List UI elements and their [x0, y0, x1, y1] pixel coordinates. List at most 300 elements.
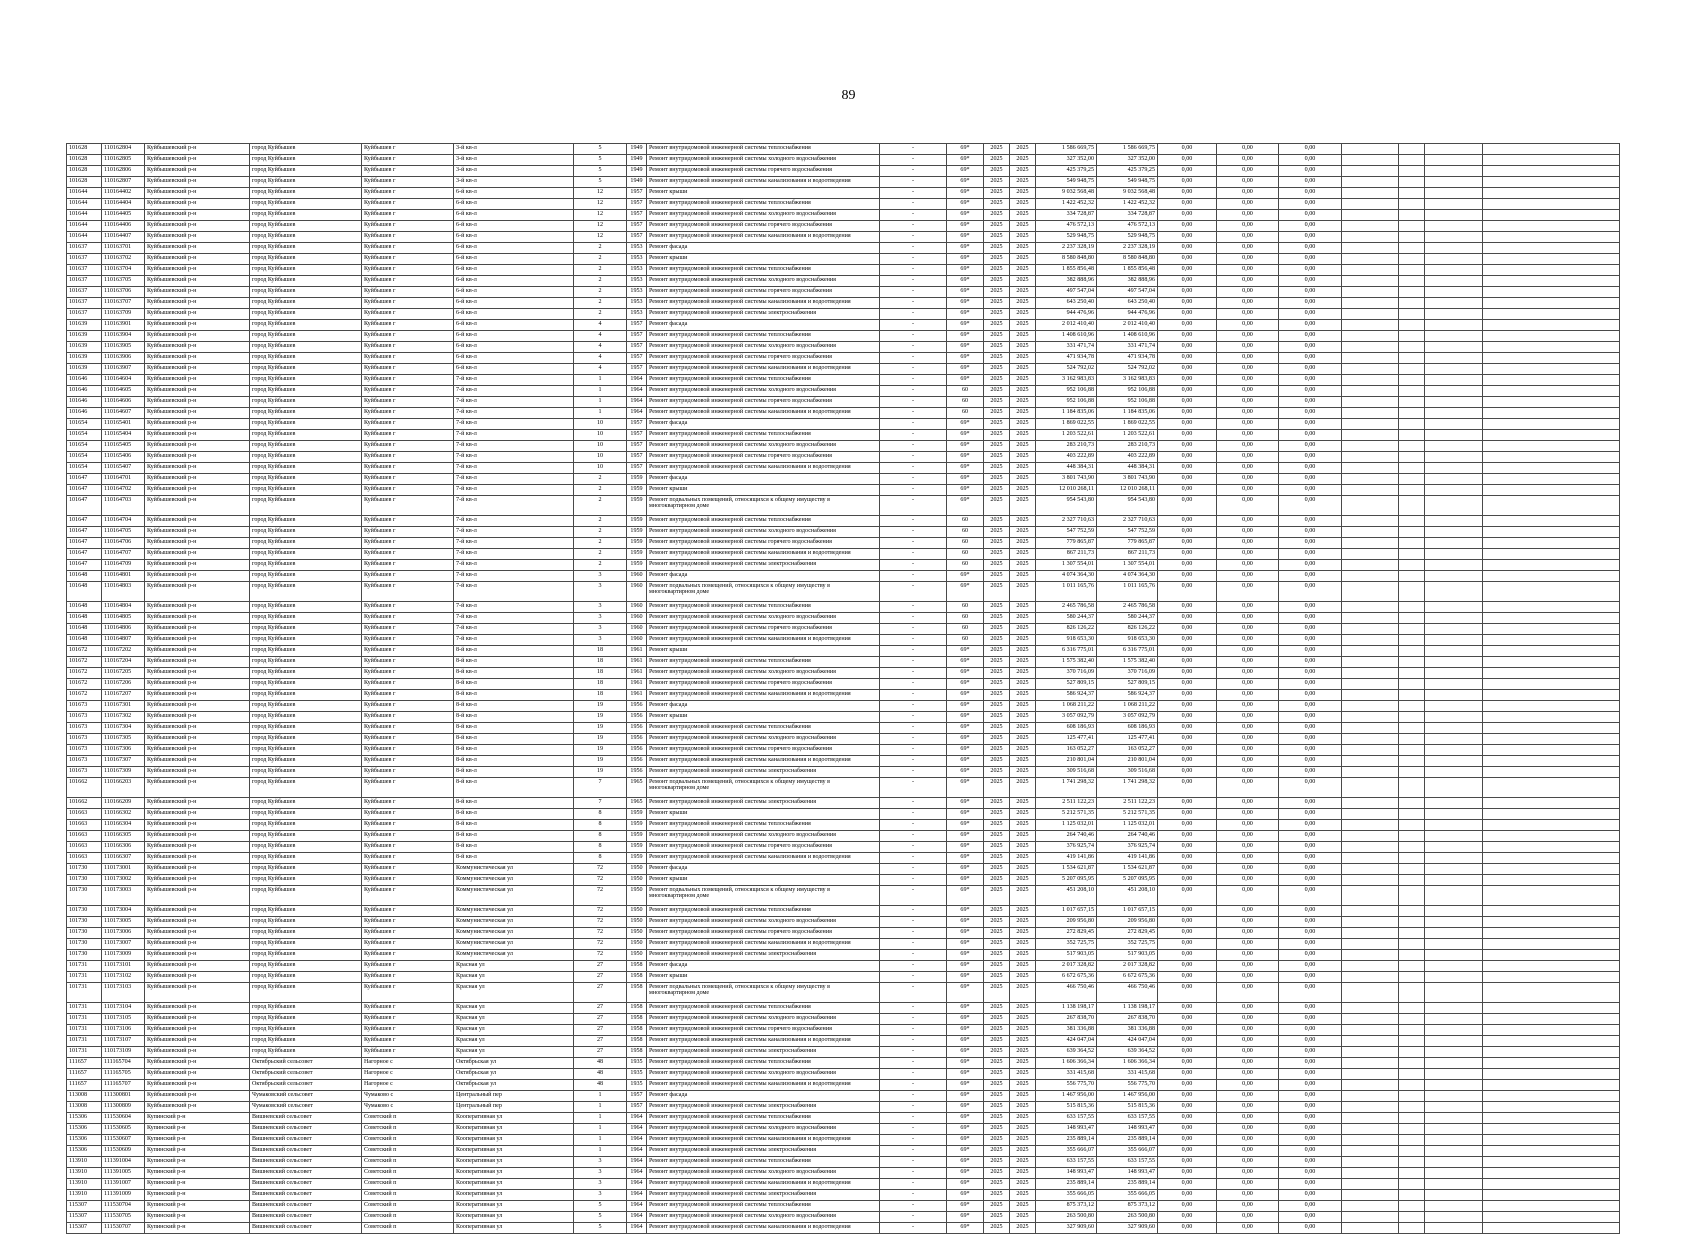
cell-budget-federal: 0,00 [1158, 309, 1217, 320]
cell-dash: - [880, 1124, 947, 1135]
cell-dash: - [880, 983, 947, 1003]
cell-empty [1483, 602, 1620, 613]
cell-budget-federal: 0,00 [1158, 624, 1217, 635]
cell-year-end: 2025 [1010, 298, 1036, 309]
cell-fund-cost: 954 543,80 [1097, 496, 1158, 516]
cell-work-type: Ремонт внутридомовой инженерной системы горячего водоснабжения [647, 842, 880, 853]
cell-percent: 69* [947, 1025, 984, 1036]
cell-empty [1399, 408, 1425, 419]
cell-house-id: 101637 [67, 298, 102, 309]
cell-work-type: Ремонт внутридомовой инженерной системы теплоснабжения [647, 199, 880, 210]
cell-percent: 69* [947, 809, 984, 820]
cell-percent: 69* [947, 298, 984, 309]
cell-work-id: 110166203 [102, 778, 145, 798]
cell-empty [1399, 177, 1425, 188]
cell-budget-regional: 0,00 [1217, 408, 1279, 419]
cell-empty [1425, 1157, 1483, 1168]
cell-locality: Куйбышев г [362, 1036, 454, 1047]
cell-total-cost: 1 138 198,17 [1036, 1003, 1097, 1014]
table-row [67, 538, 1620, 549]
cell-year-start: 2025 [984, 928, 1010, 939]
cell-work-id: 110164604 [102, 375, 145, 386]
cell-empty [1342, 276, 1399, 287]
table-row [67, 221, 1620, 232]
cell-year-start: 2025 [984, 906, 1010, 917]
cell-year-start: 2025 [984, 188, 1010, 199]
cell-year-end: 2025 [1010, 538, 1036, 549]
cell-empty [1425, 430, 1483, 441]
cell-house-id: 101639 [67, 342, 102, 353]
cell-work-type: Ремонт внутридомовой инженерной системы канализования и водоотведения [647, 1036, 880, 1047]
cell-fund-cost: 264 740,46 [1097, 831, 1158, 842]
table-row [67, 842, 1620, 853]
cell-locality: Куйбышев г [362, 342, 454, 353]
cell-budget-regional: 0,00 [1217, 386, 1279, 397]
cell-street: 6-й кв-л [454, 199, 574, 210]
cell-house-id: 101730 [67, 886, 102, 906]
cell-empty [1399, 961, 1425, 972]
cell-empty [1399, 809, 1425, 820]
cell-budget-federal: 0,00 [1158, 939, 1217, 950]
cell-total-cost: 9 032 568,48 [1036, 188, 1097, 199]
cell-fund-cost: 352 725,75 [1097, 939, 1158, 950]
cell-budget-federal: 0,00 [1158, 188, 1217, 199]
table-row [67, 635, 1620, 646]
cell-total-cost: 643 250,40 [1036, 298, 1097, 309]
cell-percent: 60 [947, 549, 984, 560]
cell-work-id: 110163901 [102, 320, 145, 331]
table-row [67, 961, 1620, 972]
cell-total-cost: 125 477,41 [1036, 734, 1097, 745]
cell-work-id: 110167307 [102, 756, 145, 767]
cell-work-type: Ремонт внутридомовой инженерной системы холодного водоснабжения [647, 342, 880, 353]
table-row [67, 155, 1620, 166]
cell-percent: 69* [947, 679, 984, 690]
cell-total-cost: 3 057 092,79 [1036, 712, 1097, 723]
cell-empty [1425, 549, 1483, 560]
cell-work-id: 110165406 [102, 452, 145, 463]
cell-percent: 69* [947, 1113, 984, 1124]
cell-street: 8-й кв-л [454, 646, 574, 657]
cell-year-end: 2025 [1010, 155, 1036, 166]
cell-budget-federal: 0,00 [1158, 635, 1217, 646]
cell-dash: - [880, 538, 947, 549]
cell-year-start: 2025 [984, 1146, 1010, 1157]
cell-house-number: 2 [574, 485, 627, 496]
cell-fund-cost: 586 924,37 [1097, 690, 1158, 701]
cell-build-year: 1958 [627, 1025, 647, 1036]
cell-house-id: 113910 [67, 1190, 102, 1201]
table-row [67, 527, 1620, 538]
cell-dash: - [880, 353, 947, 364]
cell-year-start: 2025 [984, 364, 1010, 375]
cell-district: Куйбышевский р-н [145, 646, 250, 657]
cell-house-id: 101628 [67, 155, 102, 166]
cell-year-end: 2025 [1010, 254, 1036, 265]
cell-empty [1425, 1190, 1483, 1201]
table-row [67, 657, 1620, 668]
cell-percent: 60 [947, 635, 984, 646]
cell-empty [1483, 485, 1620, 496]
cell-locality: Куйбышев г [362, 375, 454, 386]
cell-house-id: 101663 [67, 842, 102, 853]
cell-budget-federal: 0,00 [1158, 549, 1217, 560]
cell-locality: Куйбышев г [362, 950, 454, 961]
cell-budget-local: 0,00 [1279, 232, 1342, 243]
cell-locality: Куйбышев г [362, 155, 454, 166]
cell-district: Куйбышевский р-н [145, 430, 250, 441]
cell-percent: 69* [947, 842, 984, 853]
cell-empty [1342, 1113, 1399, 1124]
cell-work-type: Ремонт внутридомовой инженерной системы теплоснабжения [647, 516, 880, 527]
cell-municipality: город Куйбышев [250, 177, 362, 188]
table-row [67, 582, 1620, 602]
cell-work-id: 110166306 [102, 842, 145, 853]
cell-percent: 69* [947, 917, 984, 928]
cell-empty [1342, 1201, 1399, 1212]
cell-work-id: 110167302 [102, 712, 145, 723]
cell-year-end: 2025 [1010, 767, 1036, 778]
cell-empty [1399, 276, 1425, 287]
cell-empty [1483, 320, 1620, 331]
table-row [67, 1069, 1620, 1080]
cell-district: Куйбышевский р-н [145, 668, 250, 679]
cell-empty [1342, 613, 1399, 624]
cell-budget-federal: 0,00 [1158, 983, 1217, 1003]
cell-street: 8-й кв-л [454, 842, 574, 853]
cell-fund-cost: 1 017 657,15 [1097, 906, 1158, 917]
cell-dash: - [880, 1091, 947, 1102]
cell-locality: Советский п [362, 1135, 454, 1146]
cell-percent: 60 [947, 624, 984, 635]
cell-percent: 69* [947, 657, 984, 668]
cell-locality: Куйбышев г [362, 408, 454, 419]
cell-budget-federal: 0,00 [1158, 430, 1217, 441]
cell-build-year: 1958 [627, 1047, 647, 1058]
cell-dash: - [880, 309, 947, 320]
cell-year-end: 2025 [1010, 474, 1036, 485]
cell-budget-federal: 0,00 [1158, 767, 1217, 778]
cell-work-id: 110163702 [102, 254, 145, 265]
cell-empty [1342, 243, 1399, 254]
cell-house-number: 18 [574, 668, 627, 679]
cell-empty [1425, 397, 1483, 408]
cell-work-id: 110163704 [102, 265, 145, 276]
cell-municipality: город Куйбышев [250, 331, 362, 342]
cell-municipality: город Куйбышев [250, 309, 362, 320]
cell-house-number: 72 [574, 917, 627, 928]
cell-build-year: 1964 [627, 386, 647, 397]
cell-empty [1399, 221, 1425, 232]
cell-empty [1342, 820, 1399, 831]
cell-work-type: Ремонт крыши [647, 485, 880, 496]
cell-empty [1399, 906, 1425, 917]
cell-house-number: 10 [574, 430, 627, 441]
cell-street: 8-й кв-л [454, 723, 574, 734]
cell-street: 7-й кв-л [454, 485, 574, 496]
cell-municipality: город Куйбышев [250, 386, 362, 397]
cell-house-number: 2 [574, 496, 627, 516]
cell-dash: - [880, 188, 947, 199]
cell-street: 7-й кв-л [454, 560, 574, 571]
cell-house-id: 101639 [67, 320, 102, 331]
cell-year-end: 2025 [1010, 928, 1036, 939]
cell-empty [1483, 221, 1620, 232]
cell-house-id: 101662 [67, 778, 102, 798]
cell-house-id: 115307 [67, 1223, 102, 1234]
cell-budget-federal: 0,00 [1158, 1091, 1217, 1102]
cell-empty [1342, 1003, 1399, 1014]
cell-empty [1425, 939, 1483, 950]
cell-year-end: 2025 [1010, 177, 1036, 188]
cell-work-type: Ремонт внутридомовой инженерной системы горячего водоснабжения [647, 353, 880, 364]
cell-locality: Куйбышев г [362, 939, 454, 950]
cell-total-cost: 327 909,60 [1036, 1223, 1097, 1234]
cell-street: Кооперативная ул [454, 1146, 574, 1157]
cell-street: 8-й кв-л [454, 809, 574, 820]
cell-house-number: 4 [574, 331, 627, 342]
cell-empty [1399, 928, 1425, 939]
cell-municipality: город Куйбышев [250, 624, 362, 635]
cell-budget-regional: 0,00 [1217, 276, 1279, 287]
cell-empty [1399, 1201, 1425, 1212]
cell-empty [1342, 1135, 1399, 1146]
cell-district: Куйбышевский р-н [145, 809, 250, 820]
cell-total-cost: 529 948,75 [1036, 232, 1097, 243]
cell-locality: Куйбышев г [362, 831, 454, 842]
cell-budget-regional: 0,00 [1217, 602, 1279, 613]
table-row [67, 906, 1620, 917]
cell-year-start: 2025 [984, 767, 1010, 778]
cell-empty [1342, 690, 1399, 701]
cell-municipality: город Куйбышев [250, 474, 362, 485]
cell-work-id: 111165707 [102, 1080, 145, 1091]
cell-street: 3-й кв-л [454, 177, 574, 188]
cell-empty [1399, 1014, 1425, 1025]
cell-empty [1425, 1102, 1483, 1113]
cell-fund-cost: 425 379,25 [1097, 166, 1158, 177]
cell-budget-federal: 0,00 [1158, 668, 1217, 679]
cell-municipality: город Куйбышев [250, 679, 362, 690]
cell-dash: - [880, 734, 947, 745]
cell-work-type: Ремонт внутридомовой инженерной системы электроснабжения [647, 309, 880, 320]
cell-year-end: 2025 [1010, 276, 1036, 287]
cell-house-number: 2 [574, 549, 627, 560]
cell-budget-regional: 0,00 [1217, 939, 1279, 950]
cell-percent: 69* [947, 166, 984, 177]
cell-district: Куйбышевский р-н [145, 538, 250, 549]
cell-year-end: 2025 [1010, 712, 1036, 723]
cell-empty [1425, 516, 1483, 527]
cell-municipality: город Куйбышев [250, 166, 362, 177]
cell-build-year: 1959 [627, 853, 647, 864]
cell-empty [1483, 1168, 1620, 1179]
cell-street: 3-й кв-л [454, 166, 574, 177]
cell-budget-local: 0,00 [1279, 560, 1342, 571]
cell-fund-cost: 952 106,88 [1097, 386, 1158, 397]
cell-total-cost: 1 741 298,32 [1036, 778, 1097, 798]
cell-district: Куйбышевский р-н [145, 276, 250, 287]
cell-house-number: 2 [574, 276, 627, 287]
cell-empty [1342, 1124, 1399, 1135]
cell-locality: Куйбышев г [362, 798, 454, 809]
cell-house-id: 101647 [67, 474, 102, 485]
table-row [67, 864, 1620, 875]
cell-work-id: 110173107 [102, 1036, 145, 1047]
cell-budget-regional: 0,00 [1217, 1047, 1279, 1058]
cell-house-id: 115306 [67, 1113, 102, 1124]
cell-fund-cost: 471 934,78 [1097, 353, 1158, 364]
cell-street: Кооперативная ул [454, 1190, 574, 1201]
cell-district: Куйбышевский р-н [145, 1014, 250, 1025]
cell-dash: - [880, 243, 947, 254]
cell-percent: 69* [947, 210, 984, 221]
cell-street: 8-й кв-л [454, 853, 574, 864]
cell-empty [1483, 265, 1620, 276]
cell-empty [1399, 734, 1425, 745]
cell-house-id: 111657 [67, 1058, 102, 1069]
cell-municipality: город Куйбышев [250, 853, 362, 864]
cell-empty [1342, 397, 1399, 408]
cell-budget-federal: 0,00 [1158, 1003, 1217, 1014]
cell-budget-regional: 0,00 [1217, 928, 1279, 939]
cell-empty [1399, 635, 1425, 646]
cell-percent: 69* [947, 864, 984, 875]
cell-year-start: 2025 [984, 375, 1010, 386]
cell-empty [1342, 928, 1399, 939]
cell-municipality: город Куйбышев [250, 144, 362, 155]
cell-empty [1425, 331, 1483, 342]
cell-dash: - [880, 1102, 947, 1113]
table-row [67, 408, 1620, 419]
cell-district: Куйбышевский р-н [145, 886, 250, 906]
cell-build-year: 1957 [627, 188, 647, 199]
cell-empty [1399, 353, 1425, 364]
cell-house-id: 101663 [67, 831, 102, 842]
cell-empty [1483, 939, 1620, 950]
cell-work-id: 110163706 [102, 287, 145, 298]
cell-empty [1342, 624, 1399, 635]
cell-work-type: Ремонт внутридомовой инженерной системы теплоснабжения [647, 265, 880, 276]
cell-build-year: 1960 [627, 613, 647, 624]
cell-empty [1399, 342, 1425, 353]
cell-year-start: 2025 [984, 886, 1010, 906]
cell-empty [1483, 254, 1620, 265]
cell-percent: 60 [947, 602, 984, 613]
cell-total-cost: 4 074 364,30 [1036, 571, 1097, 582]
cell-dash: - [880, 646, 947, 657]
cell-percent: 69* [947, 188, 984, 199]
cell-work-id: 110164801 [102, 571, 145, 582]
cell-budget-local: 0,00 [1279, 635, 1342, 646]
cell-district: Куйбышевский р-н [145, 177, 250, 188]
cell-year-end: 2025 [1010, 485, 1036, 496]
cell-budget-regional: 0,00 [1217, 166, 1279, 177]
cell-percent: 69* [947, 1102, 984, 1113]
cell-build-year: 1958 [627, 961, 647, 972]
cell-empty [1483, 155, 1620, 166]
cell-fund-cost: 549 948,75 [1097, 177, 1158, 188]
cell-house-id: 101648 [67, 602, 102, 613]
cell-work-type: Ремонт фасада [647, 571, 880, 582]
cell-year-start: 2025 [984, 1157, 1010, 1168]
cell-total-cost: 235 889,14 [1036, 1135, 1097, 1146]
cell-budget-federal: 0,00 [1158, 690, 1217, 701]
cell-empty [1483, 538, 1620, 549]
cell-house-id: 101637 [67, 309, 102, 320]
cell-total-cost: 918 653,30 [1036, 635, 1097, 646]
cell-total-cost: 267 838,70 [1036, 1014, 1097, 1025]
cell-house-id: 101646 [67, 408, 102, 419]
cell-year-start: 2025 [984, 602, 1010, 613]
cell-total-cost: 1 467 956,00 [1036, 1091, 1097, 1102]
cell-budget-regional: 0,00 [1217, 646, 1279, 657]
cell-municipality: город Куйбышев [250, 463, 362, 474]
cell-municipality: город Куйбышев [250, 1014, 362, 1025]
cell-budget-federal: 0,00 [1158, 276, 1217, 287]
cell-budget-regional: 0,00 [1217, 1168, 1279, 1179]
cell-build-year: 1960 [627, 571, 647, 582]
cell-budget-local: 0,00 [1279, 463, 1342, 474]
table-row [67, 452, 1620, 463]
cell-year-end: 2025 [1010, 452, 1036, 463]
cell-empty [1483, 1223, 1620, 1234]
cell-empty [1483, 1080, 1620, 1091]
cell-budget-federal: 0,00 [1158, 1212, 1217, 1223]
cell-year-start: 2025 [984, 287, 1010, 298]
cell-empty [1425, 745, 1483, 756]
cell-empty [1342, 1179, 1399, 1190]
table-row [67, 1102, 1620, 1113]
cell-locality: Советский п [362, 1113, 454, 1124]
cell-empty [1399, 430, 1425, 441]
cell-house-number: 5 [574, 166, 627, 177]
cell-year-start: 2025 [984, 243, 1010, 254]
cell-district: Куйбышевский р-н [145, 496, 250, 516]
cell-build-year: 1957 [627, 320, 647, 331]
cell-district: Куйбышевский р-н [145, 1102, 250, 1113]
cell-empty [1425, 276, 1483, 287]
cell-dash: - [880, 906, 947, 917]
cell-total-cost: 1 575 382,40 [1036, 657, 1097, 668]
cell-house-number: 19 [574, 723, 627, 734]
cell-budget-local: 0,00 [1279, 690, 1342, 701]
cell-district: Куйбышевский р-н [145, 441, 250, 452]
cell-locality: Куйбышев г [362, 210, 454, 221]
cell-budget-local: 0,00 [1279, 1168, 1342, 1179]
cell-municipality: Вишневский сельсовет [250, 1201, 362, 1212]
cell-budget-regional: 0,00 [1217, 485, 1279, 496]
cell-municipality: город Куйбышев [250, 831, 362, 842]
cell-work-type: Ремонт фасада [647, 320, 880, 331]
cell-fund-cost: 952 106,88 [1097, 397, 1158, 408]
cell-house-id: 101731 [67, 961, 102, 972]
cell-budget-federal: 0,00 [1158, 298, 1217, 309]
cell-locality: Советский п [362, 1179, 454, 1190]
cell-empty [1342, 1014, 1399, 1025]
cell-budget-local: 0,00 [1279, 1014, 1342, 1025]
cell-dash: - [880, 864, 947, 875]
cell-street: Коммунистическая ул [454, 939, 574, 950]
cell-budget-local: 0,00 [1279, 906, 1342, 917]
cell-district: Куйбышевский р-н [145, 188, 250, 199]
cell-fund-cost: 263 500,80 [1097, 1212, 1158, 1223]
cell-work-id: 110167206 [102, 679, 145, 690]
cell-empty [1425, 635, 1483, 646]
cell-year-end: 2025 [1010, 1069, 1036, 1080]
cell-total-cost: 210 801,04 [1036, 756, 1097, 767]
cell-work-type: Ремонт внутридомовой инженерной системы горячего водоснабжения [647, 928, 880, 939]
